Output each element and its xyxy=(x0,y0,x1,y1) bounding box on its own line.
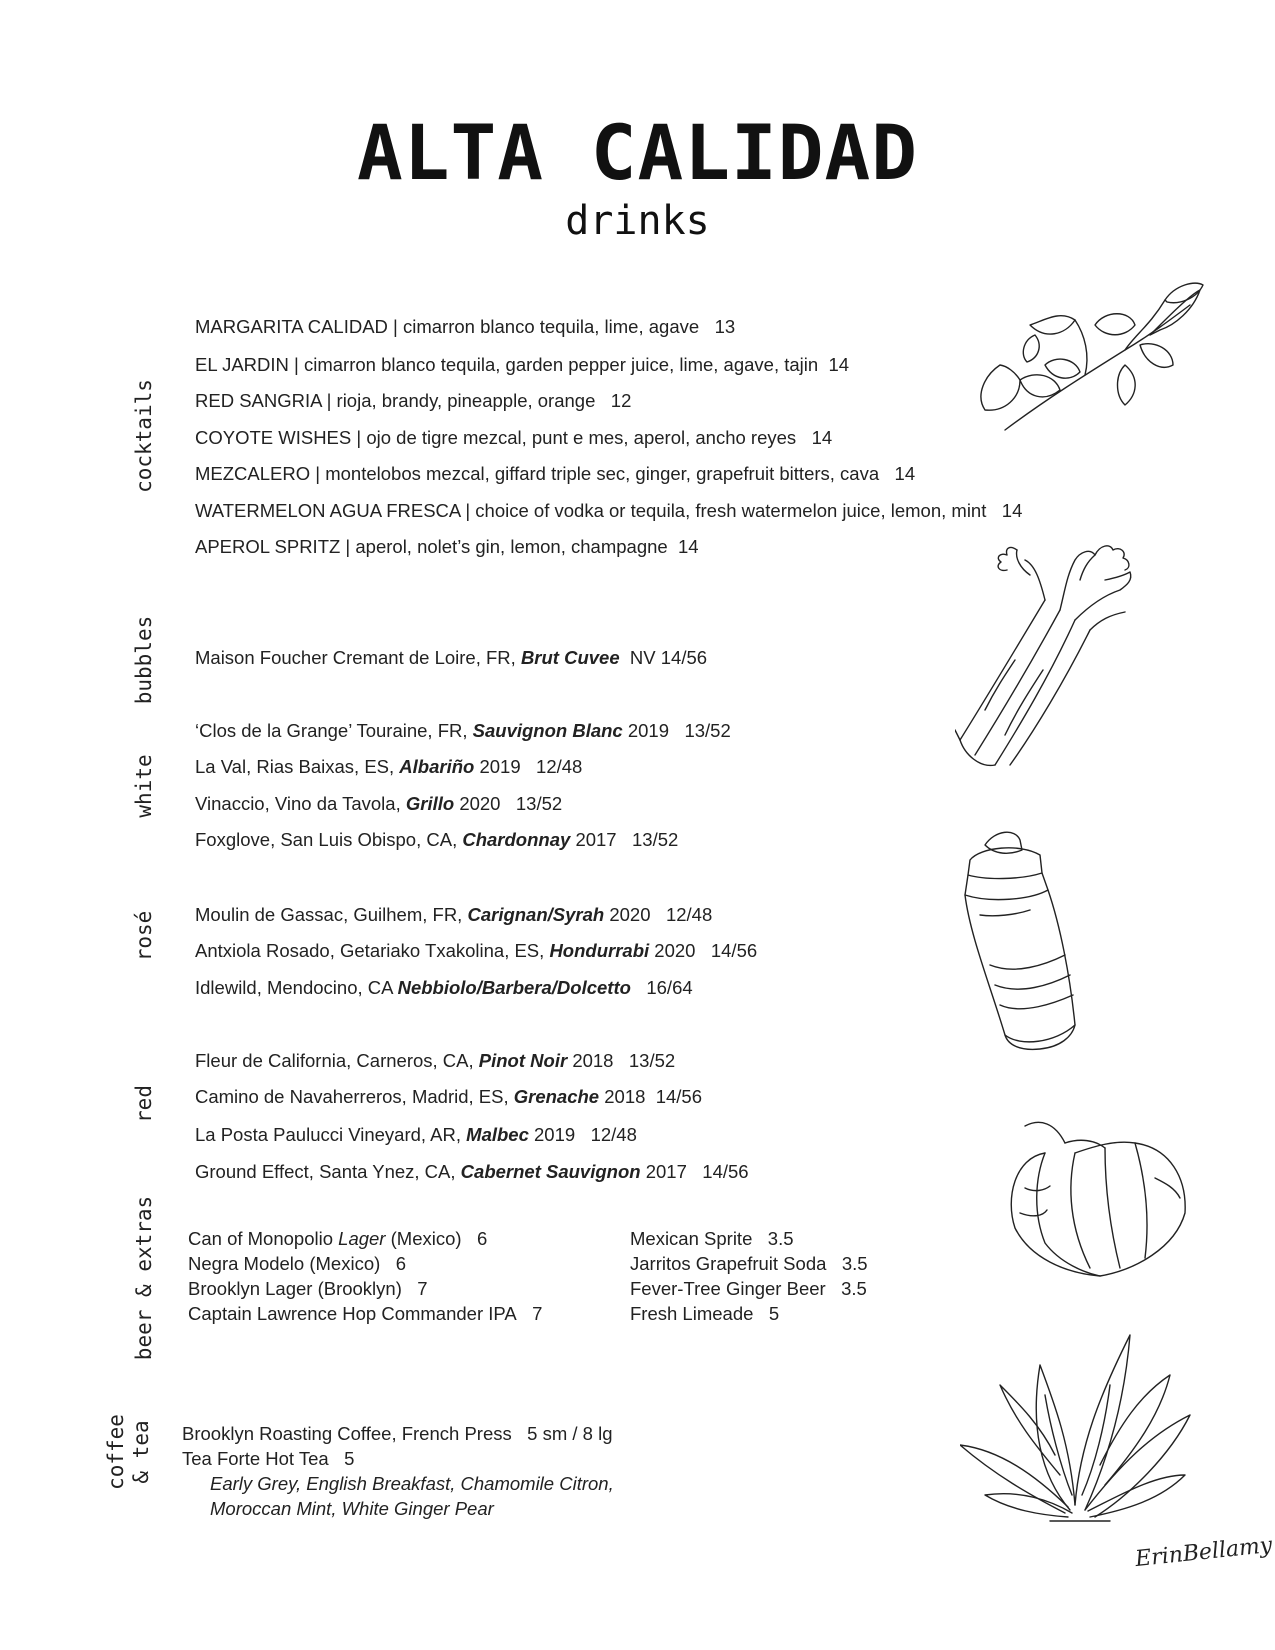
wine-item: La Posta Paulucci Vineyard, AR, Malbec 2019 12/48 xyxy=(195,1124,637,1145)
section-label-rose: rosé xyxy=(132,910,156,962)
cocktail-item: EL JARDIN | cimarron blanco tequila, garden pepper juice, lime, agave, tajin 14 xyxy=(195,354,850,375)
section-label-beer-extras: beer & extras xyxy=(132,1195,156,1361)
cocktail-item: MEZCALERO | montelobos mezcal, giffard triple sec, ginger, grapefruit bitters, cava 14 xyxy=(195,463,916,484)
menu-title: ALTA CALIDAD xyxy=(356,108,919,197)
wine-item: Antxiola Rosado, Getariako Txakolina, ES, Hondurrabi 2020 14/56 xyxy=(195,940,758,961)
wine-item: Maison Foucher Cremant de Loire, FR, Brut Cuvee NV 14/56 xyxy=(195,647,708,668)
extra-item: Fresh Limeade 5 xyxy=(630,1303,780,1324)
beer-item: Negra Modelo (Mexico) 6 xyxy=(188,1253,406,1274)
cocktail-shaker-icon xyxy=(960,825,1110,1055)
cocktail-item: COYOTE WISHES | ojo de tigre mezcal, punt e mes, aperol, ancho reyes 14 xyxy=(195,427,833,448)
wine-item: Ground Effect, Santa Ynez, CA, Cabernet Sauvignon 2017 14/56 xyxy=(195,1161,749,1182)
wine-item: Idlewild, Mendocino, CA Nebbiolo/Barbera/Dolcetto 16/64 xyxy=(195,977,693,998)
coffee-item: Brooklyn Roasting Coffee, French Press 5 sm / 8 lg xyxy=(182,1423,613,1444)
beer-item: Captain Lawrence Hop Commander IPA 7 xyxy=(188,1303,543,1324)
tea-flavors: Early Grey, English Breakfast, Chamomile Citron, xyxy=(210,1473,614,1494)
wine-item: Foxglove, San Luis Obispo, CA, Chardonnay 2017 13/52 xyxy=(195,829,679,850)
section-label-tea-line: & tea xyxy=(129,1420,153,1484)
ground-cherry-branch-icon xyxy=(975,280,1205,440)
wine-item: Fleur de California, Carneros, CA, Pinot Noir 2018 13/52 xyxy=(195,1050,676,1071)
section-label-cocktails: cocktails xyxy=(132,379,156,493)
tea-flavors: Moroccan Mint, White Ginger Pear xyxy=(210,1498,494,1519)
section-label-white: white xyxy=(132,754,156,818)
cocktail-item: MARGARITA CALIDAD | cimarron blanco tequila, lime, agave 13 xyxy=(195,316,736,337)
agave-plant-icon xyxy=(960,1325,1195,1525)
extra-item: Fever-Tree Ginger Beer 3.5 xyxy=(630,1278,867,1299)
wine-item: Camino de Navaherreros, Madrid, ES, Grenache 2018 14/56 xyxy=(195,1086,702,1107)
cocktail-item: APEROL SPRITZ | aperol, nolet’s gin, lemon, champagne 14 xyxy=(195,536,699,557)
section-label-red: red xyxy=(132,1085,156,1123)
section-label-coffee-line: coffee xyxy=(104,1414,128,1490)
habanero-pepper-icon xyxy=(1005,1118,1190,1278)
artist-signature: ErinBellamy xyxy=(1134,1532,1274,1573)
beer-item: Can of Monopolio Lager (Mexico) 6 xyxy=(188,1228,488,1249)
wine-item: ‘Clos de la Grange’ Touraine, FR, Sauvignon Blanc 2019 13/52 xyxy=(195,720,731,741)
wine-item: Vinaccio, Vino da Tavola, Grillo 2020 13/52 xyxy=(195,793,563,814)
section-label-coffee-tea xyxy=(104,1322,158,1582)
menu-subtitle: drinks xyxy=(565,198,710,244)
cocktail-item: RED SANGRIA | rioja, brandy, pineapple, orange 12 xyxy=(195,390,632,411)
section-label-bubbles: bubbles xyxy=(132,615,156,705)
beer-item: Brooklyn Lager (Brooklyn) 7 xyxy=(188,1278,428,1299)
extra-item: Mexican Sprite 3.5 xyxy=(630,1228,794,1249)
celery-icon xyxy=(955,540,1135,770)
extra-item: Jarritos Grapefruit Soda 3.5 xyxy=(630,1253,868,1274)
cocktail-item: WATERMELON AGUA FRESCA | choice of vodka or tequila, fresh watermelon juice, lemon, mint 14 xyxy=(195,500,1023,521)
wine-item: Moulin de Gassac, Guilhem, FR, Carignan/Syrah 2020 12/48 xyxy=(195,904,713,925)
tea-item: Tea Forte Hot Tea 5 xyxy=(182,1448,355,1469)
wine-item: La Val, Rias Baixas, ES, Albariño 2019 12/48 xyxy=(195,756,583,777)
